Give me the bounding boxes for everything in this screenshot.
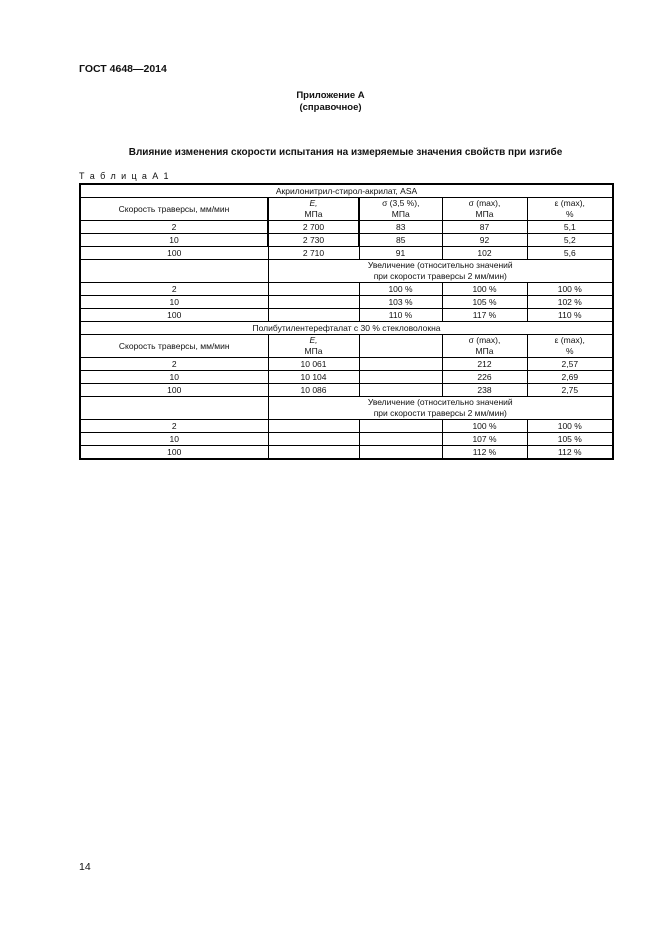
table-row bbox=[80, 433, 613, 446]
header-stress-max bbox=[442, 198, 527, 221]
header-modulus bbox=[268, 335, 359, 358]
cell-modulus: 10 061 bbox=[268, 358, 359, 371]
table-group-row bbox=[80, 322, 613, 335]
header-modulus bbox=[268, 198, 359, 221]
cell-speed: 100 bbox=[80, 446, 268, 460]
table-row bbox=[80, 296, 613, 309]
cell-stress-max: 100 % bbox=[442, 283, 527, 296]
cell-stress-max: 107 % bbox=[442, 433, 527, 446]
cell-stress-max: 100 % bbox=[442, 420, 527, 433]
appendix-heading bbox=[0, 90, 661, 114]
table-row bbox=[80, 420, 613, 433]
cell-empty bbox=[80, 260, 268, 283]
header-stress-max-symbol: σ (max), bbox=[468, 335, 501, 345]
cell-strain-max: 2,75 bbox=[527, 384, 613, 397]
header-strain-max-unit: % bbox=[565, 346, 574, 356]
cell-speed: 2 bbox=[80, 221, 268, 234]
header-strain-max-unit: % bbox=[565, 209, 574, 219]
cell-empty bbox=[359, 335, 442, 358]
cell-empty bbox=[268, 446, 359, 460]
cell-strain-max: 2,57 bbox=[527, 358, 613, 371]
material-name-asa: Акрилонитрил-стирол-акрилат, ASA bbox=[80, 184, 613, 198]
increase-note-line2: при скорости траверсы 2 мм/мин) bbox=[373, 271, 507, 281]
cell-empty bbox=[268, 420, 359, 433]
table-increase-header-row bbox=[80, 397, 613, 420]
cell-strain-max: 100 % bbox=[527, 283, 613, 296]
cell-strain-max: 5,2 bbox=[527, 234, 613, 247]
cell-stress-max: 102 bbox=[442, 247, 527, 260]
header-strain-max bbox=[527, 335, 613, 358]
table-row bbox=[80, 234, 613, 247]
header-strain-max bbox=[527, 198, 613, 221]
cell-empty bbox=[268, 283, 359, 296]
cell-strain-max: 110 % bbox=[527, 309, 613, 322]
cell-empty bbox=[80, 397, 268, 420]
table-header-row bbox=[80, 198, 613, 221]
header-stress-max-symbol: σ (max), bbox=[468, 198, 501, 208]
cell-empty bbox=[359, 384, 442, 397]
cell-speed: 100 bbox=[80, 247, 268, 260]
page-number: 14 bbox=[79, 861, 91, 873]
cell-speed: 10 bbox=[80, 234, 268, 247]
material-name-pbt: Полибутилентерефталат с 30 % стекловолокна bbox=[80, 322, 613, 335]
appendix-title: Приложение А bbox=[296, 90, 365, 101]
cell-stress-3-5: 110 % bbox=[359, 309, 442, 322]
cell-stress-3-5: 103 % bbox=[359, 296, 442, 309]
increase-note bbox=[268, 397, 613, 420]
header-modulus-symbol: E, bbox=[309, 198, 318, 208]
cell-empty bbox=[268, 296, 359, 309]
increase-note-line2: при скорости траверсы 2 мм/мин) bbox=[373, 408, 507, 418]
cell-speed: 100 bbox=[80, 309, 268, 322]
cell-modulus: 2 700 bbox=[268, 221, 359, 234]
table-row bbox=[80, 221, 613, 234]
header-speed: Скорость траверсы, мм/мин bbox=[80, 335, 268, 358]
cell-strain-max: 105 % bbox=[527, 433, 613, 446]
table-row bbox=[80, 446, 613, 460]
cell-empty bbox=[359, 446, 442, 460]
header-stress-max bbox=[442, 335, 527, 358]
cell-strain-max: 102 % bbox=[527, 296, 613, 309]
cell-modulus: 10 086 bbox=[268, 384, 359, 397]
increase-note-line1: Увеличение (относительно значений bbox=[367, 397, 513, 407]
table-row bbox=[80, 309, 613, 322]
cell-empty bbox=[268, 309, 359, 322]
cell-modulus: 2 710 bbox=[268, 247, 359, 260]
cell-empty bbox=[359, 420, 442, 433]
header-stress-max-unit: МПа bbox=[475, 346, 494, 356]
cell-empty bbox=[359, 433, 442, 446]
cell-empty bbox=[268, 433, 359, 446]
header-stress-3-5 bbox=[359, 198, 442, 221]
header-modulus-unit: МПа bbox=[304, 209, 323, 219]
increase-note bbox=[268, 260, 613, 283]
cell-stress-max: 117 % bbox=[442, 309, 527, 322]
table-row bbox=[80, 358, 613, 371]
cell-stress-3-5: 85 bbox=[359, 234, 442, 247]
section-title: Влияние изменения скорости испытания на измеряемые значения свойств при изгибе bbox=[128, 147, 563, 158]
table-row bbox=[80, 283, 613, 296]
header-modulus-unit: МПа bbox=[304, 346, 323, 356]
cell-strain-max: 2,69 bbox=[527, 371, 613, 384]
increase-note-line1: Увеличение (относительно значений bbox=[367, 260, 513, 270]
header-stress-max-unit: МПа bbox=[475, 209, 494, 219]
document-code: ГОСТ 4648—2014 bbox=[79, 63, 167, 75]
cell-speed: 100 bbox=[80, 384, 268, 397]
header-strain-max-symbol: ε (max), bbox=[554, 198, 585, 208]
cell-stress-max: 238 bbox=[442, 384, 527, 397]
table-row bbox=[80, 384, 613, 397]
table-header-row bbox=[80, 335, 613, 358]
cell-speed: 10 bbox=[80, 433, 268, 446]
cell-speed: 2 bbox=[80, 283, 268, 296]
cell-stress-max: 112 % bbox=[442, 446, 527, 460]
cell-stress-max: 105 % bbox=[442, 296, 527, 309]
cell-modulus: 2 730 bbox=[268, 234, 359, 247]
cell-strain-max: 5,1 bbox=[527, 221, 613, 234]
header-strain-max-symbol: ε (max), bbox=[554, 335, 585, 345]
table-row bbox=[80, 247, 613, 260]
cell-empty bbox=[359, 371, 442, 384]
cell-stress-3-5: 83 bbox=[359, 221, 442, 234]
cell-stress-max: 92 bbox=[442, 234, 527, 247]
cell-stress-3-5: 91 bbox=[359, 247, 442, 260]
table-group-row bbox=[80, 184, 613, 198]
header-modulus-symbol: E, bbox=[309, 335, 318, 345]
cell-strain-max: 5,6 bbox=[527, 247, 613, 260]
cell-strain-max: 112 % bbox=[527, 446, 613, 460]
table-increase-header-row bbox=[80, 260, 613, 283]
cell-speed: 10 bbox=[80, 371, 268, 384]
header-stress-3-5-symbol: σ (3,5 %), bbox=[382, 198, 420, 208]
cell-stress-max: 226 bbox=[442, 371, 527, 384]
cell-empty bbox=[359, 358, 442, 371]
header-stress-3-5-unit: МПа bbox=[391, 209, 410, 219]
cell-speed: 2 bbox=[80, 420, 268, 433]
table-row bbox=[80, 371, 613, 384]
header-speed: Скорость траверсы, мм/мин bbox=[80, 198, 268, 221]
cell-stress-max: 212 bbox=[442, 358, 527, 371]
table-caption: Т а б л и ц а А 1 bbox=[79, 171, 170, 181]
cell-modulus: 10 104 bbox=[268, 371, 359, 384]
properties-table bbox=[79, 183, 614, 460]
cell-speed: 2 bbox=[80, 358, 268, 371]
cell-stress-max: 87 bbox=[442, 221, 527, 234]
appendix-subtitle: (справочное) bbox=[299, 102, 362, 113]
cell-strain-max: 100 % bbox=[527, 420, 613, 433]
cell-stress-3-5: 100 % bbox=[359, 283, 442, 296]
cell-speed: 10 bbox=[80, 296, 268, 309]
